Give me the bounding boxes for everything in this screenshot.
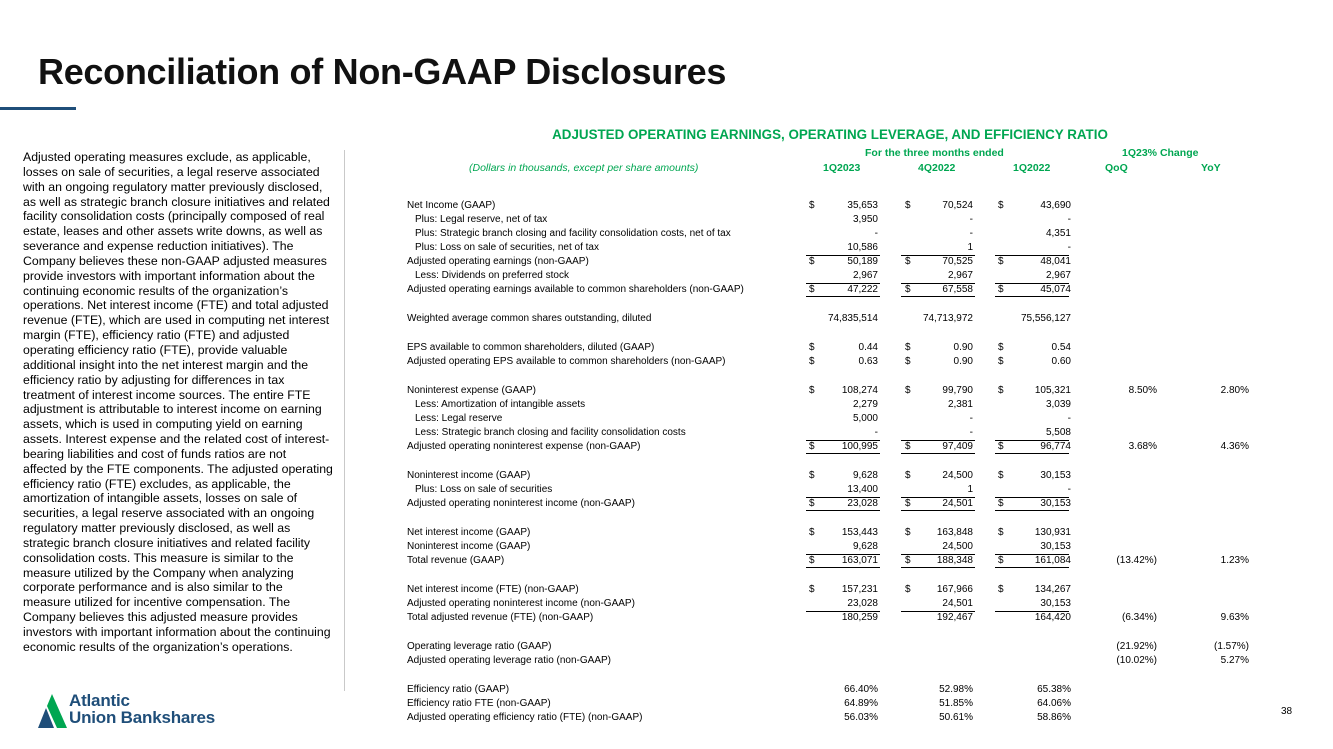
row-label: Adjusted operating leverage ratio (non-GAAP) <box>407 655 612 666</box>
cell-value: 5,508 <box>1045 427 1071 438</box>
total-rule <box>806 255 880 256</box>
dollar-sign: $ <box>905 200 911 211</box>
total-rule <box>806 296 880 297</box>
row-label: EPS available to common shareholders, diluted (GAAP) <box>407 342 655 353</box>
total-rule <box>901 255 975 256</box>
yoy-value: 2.80% <box>1220 385 1249 396</box>
total-rule <box>995 554 1069 555</box>
cell-value: - <box>969 228 973 239</box>
cell-value: 70,524 <box>942 200 973 211</box>
total-rule <box>806 611 880 612</box>
cell-value: 2,967 <box>852 270 878 281</box>
table-row <box>0 355 1333 368</box>
yoy-value: 1.23% <box>1220 555 1249 566</box>
logo-line-1: Atlantic <box>69 691 130 710</box>
cell-value: 5,000 <box>852 413 878 424</box>
cell-value: 105,321 <box>1034 385 1071 396</box>
table-row <box>0 540 1333 553</box>
cell-value: 0.44 <box>858 342 878 353</box>
row-label: Weighted average common shares outstanding, diluted <box>407 313 652 324</box>
dollar-sign: $ <box>809 470 815 481</box>
column-header-1q2023: 1Q2023 <box>823 162 861 174</box>
total-rule <box>901 497 975 498</box>
cell-value: 9,628 <box>852 470 878 481</box>
cell-value: - <box>874 228 878 239</box>
table-row <box>0 283 1333 296</box>
table-row <box>0 269 1333 282</box>
cell-value: 30,153 <box>1040 598 1071 609</box>
total-rule <box>995 296 1069 297</box>
qoq-value: (21.92%) <box>1116 641 1157 652</box>
cell-value: 153,443 <box>841 527 878 538</box>
row-label: Net Income (GAAP) <box>407 200 496 211</box>
cell-value: - <box>874 427 878 438</box>
cell-value: 188,348 <box>936 555 973 566</box>
cell-value: 0.90 <box>953 356 973 367</box>
dollar-sign: $ <box>905 441 911 452</box>
table-row <box>0 255 1333 268</box>
table-row <box>0 312 1333 325</box>
dollar-sign: $ <box>809 356 815 367</box>
total-rule <box>806 554 880 555</box>
cell-value: 0.63 <box>858 356 878 367</box>
row-label: Net interest income (GAAP) <box>407 527 531 538</box>
title-underline <box>0 107 76 110</box>
table-row <box>0 426 1333 439</box>
dollar-sign: $ <box>809 284 815 295</box>
table-row <box>0 227 1333 240</box>
total-rule <box>901 567 975 568</box>
total-rule <box>995 611 1069 612</box>
table-row <box>0 469 1333 482</box>
row-label: Adjusted operating noninterest income (non-GAAP) <box>407 498 635 509</box>
page-number: 38 <box>1281 706 1293 717</box>
cell-value: 64.89% <box>844 698 878 709</box>
dollar-sign: $ <box>809 584 815 595</box>
row-label: Plus: Loss on sale of securities, net of tax <box>415 242 599 253</box>
cell-value: 164,420 <box>1034 612 1071 623</box>
cell-value: 97,409 <box>942 441 973 452</box>
yoy-value: 5.27% <box>1220 655 1249 666</box>
cell-value: 163,848 <box>936 527 973 538</box>
cell-value: 74,713,972 <box>922 313 973 324</box>
table-row <box>0 640 1333 653</box>
dollar-sign: $ <box>905 342 911 353</box>
dollar-sign: $ <box>998 555 1004 566</box>
table-row <box>0 199 1333 212</box>
qoq-value: (13.42%) <box>1116 555 1157 566</box>
row-label: Less: Legal reserve <box>415 413 503 424</box>
cell-value: 70,525 <box>942 256 973 267</box>
cell-value: 50,189 <box>847 256 878 267</box>
cell-value: 2,967 <box>947 270 973 281</box>
qoq-value: 3.68% <box>1128 441 1157 452</box>
cell-value: - <box>969 214 973 225</box>
cell-value: 0.54 <box>1051 342 1071 353</box>
table-title: ADJUSTED OPERATING EARNINGS, OPERATING LEVERAGE, AND EFFICIENCY RATIO <box>552 127 1108 142</box>
cell-value: 163,071 <box>841 555 878 566</box>
cell-value: 65.38% <box>1037 684 1071 695</box>
dollar-sign: $ <box>998 284 1004 295</box>
cell-value: 3,039 <box>1045 399 1071 410</box>
cell-value: 24,500 <box>942 470 973 481</box>
cell-value: 13,400 <box>847 484 878 495</box>
table-row <box>0 440 1333 453</box>
row-label: Noninterest expense (GAAP) <box>407 385 536 396</box>
cell-value: 99,790 <box>942 385 973 396</box>
dollar-sign: $ <box>998 256 1004 267</box>
cell-value: 130,931 <box>1034 527 1071 538</box>
cell-value: 167,966 <box>936 584 973 595</box>
table-row <box>0 341 1333 354</box>
cell-value: 1 <box>967 242 973 253</box>
cell-value: 24,501 <box>942 498 973 509</box>
row-label: Less: Amortization of intangible assets <box>415 399 586 410</box>
cell-value: 0.60 <box>1051 356 1071 367</box>
table-row <box>0 241 1333 254</box>
total-rule <box>995 255 1069 256</box>
dollar-sign: $ <box>905 385 911 396</box>
cell-value: - <box>969 427 973 438</box>
total-rule <box>995 567 1069 568</box>
table-row <box>0 611 1333 624</box>
cell-value: 96,774 <box>1040 441 1071 452</box>
cell-value: 108,274 <box>841 385 878 396</box>
dollar-sign: $ <box>998 200 1004 211</box>
dollar-sign: $ <box>998 385 1004 396</box>
dollar-sign: $ <box>809 256 815 267</box>
page-title: Reconciliation of Non-GAAP Disclosures <box>38 51 727 92</box>
dollar-sign: $ <box>905 284 911 295</box>
cell-value: 51.85% <box>939 698 973 709</box>
period-header: For the three months ended <box>865 147 1004 159</box>
qoq-value: (10.02%) <box>1116 655 1157 666</box>
row-label: Plus: Strategic branch closing and facility consolidation costs, net of tax <box>415 228 731 239</box>
total-rule <box>806 567 880 568</box>
total-rule <box>901 554 975 555</box>
cell-value: 74,835,514 <box>827 313 878 324</box>
cell-value: - <box>1067 413 1071 424</box>
row-label: Net interest income (FTE) (non-GAAP) <box>407 584 579 595</box>
row-label: Total adjusted revenue (FTE) (non-GAAP) <box>407 612 594 623</box>
cell-value: 30,153 <box>1040 470 1071 481</box>
dollar-sign: $ <box>905 256 911 267</box>
dollar-sign: $ <box>809 498 815 509</box>
dollar-sign: $ <box>809 200 815 211</box>
cell-value: 75,556,127 <box>1020 313 1071 324</box>
table-row <box>0 483 1333 496</box>
total-rule <box>806 440 880 441</box>
dollar-sign: $ <box>998 342 1004 353</box>
description-text: Adjusted operating measures exclude, as applicable, losses on sale of securities, a legal reserve associated with an ongoing regulatory matter previously disclosed, as well as strategic branch closure initiatives and related facility consolidation costs (principally composed of real estate, leases and other assets write downs, as well as severance and expense reduction initiatives). The Company believes these non-GAAP adjusted measures provide investors with important information about the continuing economic results of the organization’s operations. Net interest income (FTE) and total adjusted revenue (FTE), which are used in computing net interest margin (FTE), efficiency ratio (FTE) and adjusted operating efficiency ratio (FTE), provide valuable additional insight into the net interest margin and the efficiency ratio by adjusting for differences in tax treatment of interest income sources. The entire FTE adjustment is attributable to interest income on earning assets, which is used in computing yield on earning assets. Interest expense and the related cost of interest-bearing liabilities and cost of funds ratios are not affected by the FTE components. The adjusted operating efficiency ratio (FTE) excludes, as applicable, the amortization of intangible assets, losses on sale of securities, a legal reserve associated with an ongoing regulatory matter previously disclosed, as well as strategic branch closure initiatives and related facility consolidation costs. This measure is similar to the measure utilized by the Company when analyzing corporate performance and is also similar to the measure utilized for incentive compensation. The Company believes this adjusted measure provides investors with important information about the continuing economic results of the organization’s operations. <box>23 150 333 654</box>
table-row <box>0 711 1333 724</box>
row-label: Plus: Legal reserve, net of tax <box>415 214 548 225</box>
cell-value: 2,967 <box>1045 270 1071 281</box>
cell-value: 45,074 <box>1040 284 1071 295</box>
cell-value: 9,628 <box>852 541 878 552</box>
row-label: Efficiency ratio FTE (non-GAAP) <box>407 698 551 709</box>
column-header-4q2022: 4Q2022 <box>918 162 956 174</box>
row-label: Adjusted operating noninterest income (non-GAAP) <box>407 598 635 609</box>
cell-value: 67,558 <box>942 284 973 295</box>
table-row <box>0 213 1333 226</box>
dollar-sign: $ <box>905 527 911 538</box>
dollar-sign: $ <box>998 441 1004 452</box>
total-rule <box>901 510 975 511</box>
table-row <box>0 412 1333 425</box>
column-header-1q2022: 1Q2022 <box>1013 162 1051 174</box>
cell-value: 50.61% <box>939 712 973 723</box>
table-row <box>0 554 1333 567</box>
total-rule <box>995 497 1069 498</box>
dollar-sign: $ <box>905 356 911 367</box>
cell-value: 35,653 <box>847 200 878 211</box>
dollar-sign: $ <box>998 527 1004 538</box>
table-row <box>0 398 1333 411</box>
row-label: Noninterest income (GAAP) <box>407 541 531 552</box>
total-rule <box>901 283 975 284</box>
row-label: Adjusted operating noninterest expense (non-GAAP) <box>407 441 641 452</box>
table-row <box>0 526 1333 539</box>
qoq-value: (6.34%) <box>1121 612 1157 623</box>
dollar-sign: $ <box>809 342 815 353</box>
dollar-sign: $ <box>809 527 815 538</box>
cell-value: 24,500 <box>942 541 973 552</box>
cell-value: 66.40% <box>844 684 878 695</box>
units-note: (Dollars in thousands, except per share amounts) <box>469 162 699 174</box>
total-rule <box>901 440 975 441</box>
cell-value: 48,041 <box>1040 256 1071 267</box>
row-label: Less: Strategic branch closing and facility consolidation costs <box>415 427 686 438</box>
dollar-sign: $ <box>998 356 1004 367</box>
total-rule <box>806 510 880 511</box>
table-row <box>0 384 1333 397</box>
table-row <box>0 497 1333 510</box>
qoq-value: 8.50% <box>1128 385 1157 396</box>
cell-value: 100,995 <box>841 441 878 452</box>
cell-value: 30,153 <box>1040 498 1071 509</box>
dollar-sign: $ <box>809 385 815 396</box>
cell-value: - <box>1067 484 1071 495</box>
total-rule <box>901 611 975 612</box>
row-label: Less: Dividends on preferred stock <box>415 270 569 281</box>
cell-value: - <box>969 413 973 424</box>
dollar-sign: $ <box>905 584 911 595</box>
cell-value: 52.98% <box>939 684 973 695</box>
dollar-sign: $ <box>998 498 1004 509</box>
cell-value: 23,028 <box>847 498 878 509</box>
row-label: Adjusted operating efficiency ratio (FTE) (non-GAAP) <box>407 712 643 723</box>
cell-value: 180,259 <box>841 612 878 623</box>
total-rule <box>995 283 1069 284</box>
cell-value: - <box>1067 242 1071 253</box>
total-rule <box>806 453 880 454</box>
dollar-sign: $ <box>998 470 1004 481</box>
total-rule <box>995 453 1069 454</box>
row-label: Plus: Loss on sale of securities <box>415 484 553 495</box>
cell-value: 47,222 <box>847 284 878 295</box>
row-label: Total revenue (GAAP) <box>407 555 505 566</box>
row-label: Operating leverage ratio (GAAP) <box>407 641 552 652</box>
cell-value: 1 <box>967 484 973 495</box>
table-row <box>0 683 1333 696</box>
dollar-sign: $ <box>809 555 815 566</box>
total-rule <box>995 510 1069 511</box>
total-rule <box>901 453 975 454</box>
dollar-sign: $ <box>998 584 1004 595</box>
table-row <box>0 697 1333 710</box>
row-label: Noninterest income (GAAP) <box>407 470 531 481</box>
dollar-sign: $ <box>905 470 911 481</box>
cell-value: 0.90 <box>953 342 973 353</box>
total-rule <box>901 296 975 297</box>
cell-value: 24,501 <box>942 598 973 609</box>
cell-value: 58.86% <box>1037 712 1071 723</box>
row-label: Adjusted operating earnings (non-GAAP) <box>407 256 589 267</box>
cell-value: 157,231 <box>841 584 878 595</box>
table-row <box>0 583 1333 596</box>
column-header-yoy: YoY <box>1201 162 1221 174</box>
row-label: Efficiency ratio (GAAP) <box>407 684 510 695</box>
cell-value: 134,267 <box>1034 584 1071 595</box>
total-rule <box>806 283 880 284</box>
cell-value: 64.06% <box>1037 698 1071 709</box>
cell-value: 4,351 <box>1045 228 1071 239</box>
table-row <box>0 654 1333 667</box>
logo-line-2: Union Bankshares <box>69 707 216 727</box>
yoy-value: (1.57%) <box>1213 641 1249 652</box>
cell-value: 161,084 <box>1034 555 1071 566</box>
total-rule <box>806 497 880 498</box>
cell-value: 43,690 <box>1040 200 1071 211</box>
cell-value: 2,279 <box>852 399 878 410</box>
yoy-value: 4.36% <box>1220 441 1249 452</box>
dollar-sign: $ <box>809 441 815 452</box>
dollar-sign: $ <box>905 498 911 509</box>
cell-value: 3,950 <box>852 214 878 225</box>
column-header-qoq: QoQ <box>1105 162 1128 174</box>
total-rule <box>995 440 1069 441</box>
row-label: Adjusted operating earnings available to common shareholders (non-GAAP) <box>407 284 744 295</box>
table-row <box>0 597 1333 610</box>
cell-value: 56.03% <box>844 712 878 723</box>
dollar-sign: $ <box>905 555 911 566</box>
yoy-value: 9.63% <box>1220 612 1249 623</box>
change-header: 1Q23% Change <box>1122 147 1199 159</box>
cell-value: 2,381 <box>947 399 973 410</box>
cell-value: 10,586 <box>847 242 878 253</box>
cell-value: - <box>1067 214 1071 225</box>
cell-value: 192,467 <box>936 612 973 623</box>
cell-value: 23,028 <box>847 598 878 609</box>
row-label: Adjusted operating EPS available to common shareholders (non-GAAP) <box>407 356 726 367</box>
cell-value: 30,153 <box>1040 541 1071 552</box>
